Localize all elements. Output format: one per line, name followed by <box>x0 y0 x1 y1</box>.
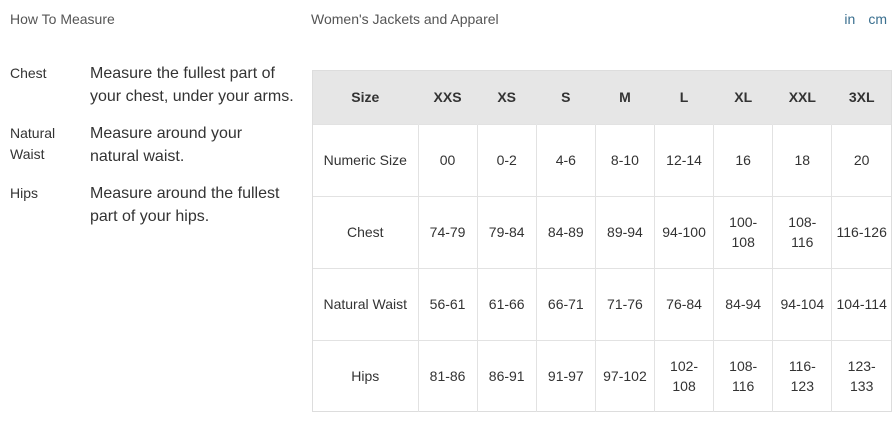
table-cell: 00 <box>418 124 477 196</box>
table-cell: 61-66 <box>477 268 536 340</box>
column-header: XL <box>714 71 773 124</box>
size-chart-table <box>313 71 891 412</box>
table-cell: 89-94 <box>595 196 654 268</box>
row-label: Natural Waist <box>313 268 418 340</box>
table-cell: 71-76 <box>595 268 654 340</box>
table-cell: 108-116 <box>773 196 832 268</box>
column-header: L <box>655 71 714 124</box>
column-header: M <box>595 71 654 124</box>
table-cell: 8-10 <box>595 124 654 196</box>
row-label: Numeric Size <box>313 124 418 196</box>
how-to-measure-title: How To Measure <box>10 11 115 27</box>
row-label: Hips <box>313 340 418 412</box>
table-cell: 18 <box>773 124 832 196</box>
guide-label: Natural Waist <box>10 125 56 162</box>
unit-cm-link[interactable]: cm <box>868 11 887 27</box>
measure-guide <box>10 62 300 242</box>
table-row <box>313 340 891 412</box>
table-cell: 81-86 <box>418 340 477 412</box>
table-cell: 4-6 <box>536 124 595 196</box>
table-cell: 84-89 <box>536 196 595 268</box>
unit-toggle <box>844 11 887 27</box>
guide-item-natural-waist <box>10 122 300 168</box>
table-cell: 0-2 <box>477 124 536 196</box>
guide-item-hips <box>10 182 300 228</box>
table-cell: 123-133 <box>832 340 891 412</box>
table-cell: 102-108 <box>655 340 714 412</box>
column-header: Size <box>351 89 380 106</box>
row-label: Chest <box>313 196 418 268</box>
table-cell: 56-61 <box>418 268 477 340</box>
column-header: XS <box>477 71 536 124</box>
guide-text: Measure around your natural waist. <box>90 125 243 165</box>
table-header-row <box>313 71 891 124</box>
table-cell: 97-102 <box>595 340 654 412</box>
table-cell: 91-97 <box>536 340 595 412</box>
column-header: 3XL <box>832 71 891 124</box>
column-header: S <box>536 71 595 124</box>
table-cell: 16 <box>714 124 773 196</box>
guide-item-chest <box>10 62 300 108</box>
guide-text: Measure around the fullest part of your hips. <box>90 185 280 225</box>
table-cell: 108-116 <box>714 340 773 412</box>
unit-in-link[interactable]: in <box>844 11 856 27</box>
column-header: XXS <box>418 71 477 124</box>
table-cell: 79-84 <box>477 196 536 268</box>
table-cell: 20 <box>832 124 891 196</box>
table-cell: 74-79 <box>418 196 477 268</box>
column-header: XXL <box>773 71 832 124</box>
table-cell: 94-104 <box>773 268 832 340</box>
size-chart-table-wrap <box>312 70 892 412</box>
table-row <box>313 268 891 340</box>
size-chart-title: Women's Jackets and Apparel <box>311 11 499 27</box>
table-cell: 116-123 <box>773 340 832 412</box>
table-cell: 100-108 <box>714 196 773 268</box>
table-cell: 12-14 <box>655 124 714 196</box>
table-cell: 76-84 <box>655 268 714 340</box>
guide-label: Hips <box>10 185 39 201</box>
table-cell: 104-114 <box>832 268 891 340</box>
table-row <box>313 196 891 268</box>
table-cell: 66-71 <box>536 268 595 340</box>
table-cell: 86-91 <box>477 340 536 412</box>
guide-label: Chest <box>10 65 47 81</box>
guide-text: Measure the fullest part of your chest, under your arms. <box>90 65 294 105</box>
table-cell: 84-94 <box>714 268 773 340</box>
table-row <box>313 124 891 196</box>
table-cell: 94-100 <box>655 196 714 268</box>
table-cell: 116-126 <box>832 196 891 268</box>
